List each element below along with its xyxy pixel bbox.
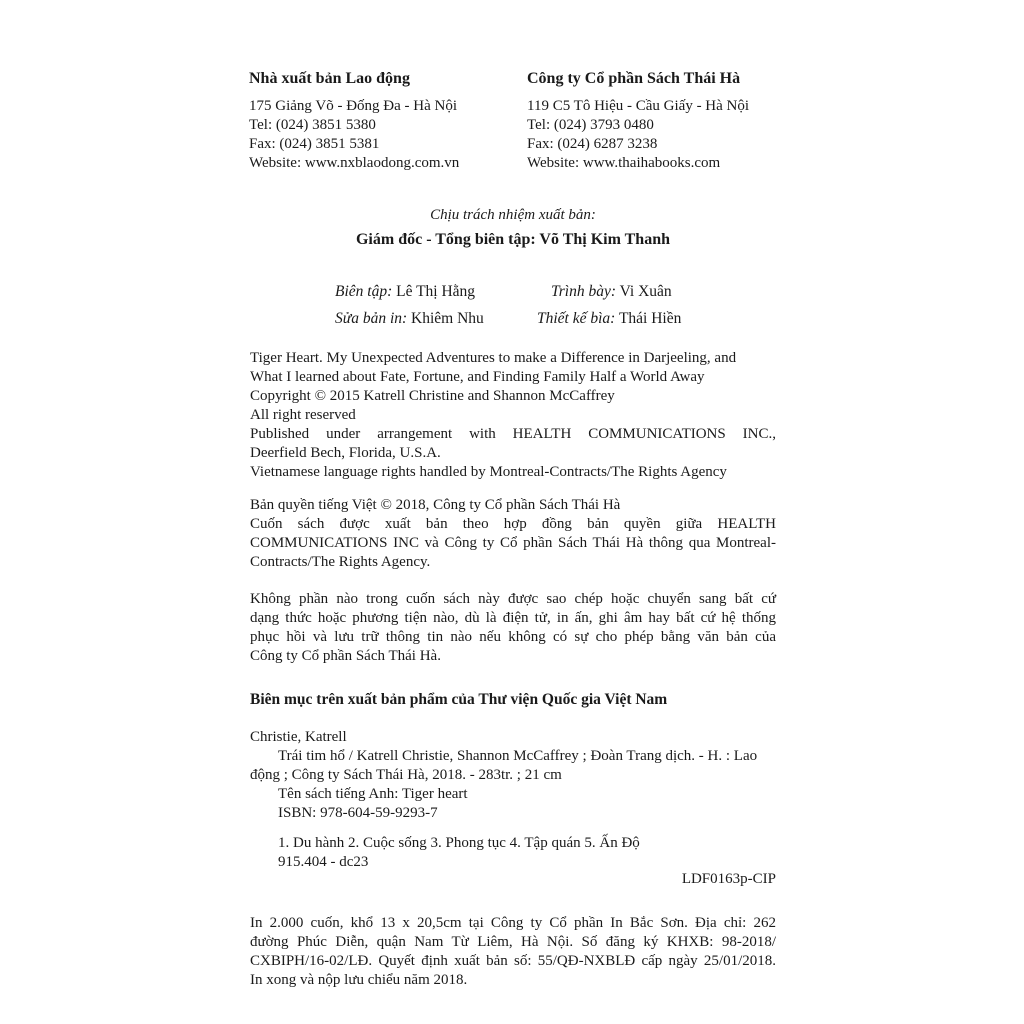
copyright-vi-line: Bản quyền tiếng Việt © 2018, Công ty Cổ phần Sách Thái Hà <box>250 497 621 513</box>
catalog-entry-line: Trái tim hổ / Katrell Christie, Shannon McCaffrey ; Đoàn Trang dịch. - H. : Lao <box>278 748 758 764</box>
staff-credits-right <box>537 278 777 332</box>
copyright-line: Deerfield Bech, Florida, U.S.A. <box>250 445 441 461</box>
rights-line: dạng thức hoặc phương tiện nào, dù là điện tử, in ấn, ghi âm hay bất cứ hệ thống <box>250 610 776 626</box>
layout-label: Trình bày: <box>551 283 617 300</box>
publisher-address: 175 Giảng Võ - Đống Đa - Hà Nội <box>249 98 458 114</box>
layout-credit <box>537 278 777 305</box>
proof-credit <box>335 305 535 332</box>
editor-credit <box>335 278 535 305</box>
catalog-subjects <box>250 834 776 872</box>
printing-info <box>250 914 776 990</box>
proof-label: Sửa bản in: <box>335 310 408 327</box>
printing-line: đường Phúc Diễn, quận Nam Từ Liêm, Hà Nội. Số đăng ký KHXB: 98-2018/ <box>250 934 776 950</box>
publisher-website: Website: www.nxblaodong.com.vn <box>249 155 460 171</box>
copyright-line: Published under arrangement with HEALTH COMMUNICATIONS INC., <box>250 426 776 442</box>
printing-line: CXBIPH/16-02/LĐ. Quyết định xuất bản số: 55/QĐ-NXBLĐ cấp ngày 25/01/2018. <box>250 953 776 969</box>
copyright-line: Tiger Heart. My Unexpected Adventures to make a Difference in Darjeeling, and <box>250 350 737 366</box>
layout-name: Vi Xuân <box>619 283 672 300</box>
publisher-tel: Tel: (024) 3851 5380 <box>249 117 376 133</box>
company-name: Công ty Cổ phần Sách Thái Hà <box>527 70 741 87</box>
printing-line: In 2.000 cuốn, khổ 13 x 20,5cm tại Công ty Cổ phần In Bắc Sơn. Địa chỉ: 262 <box>250 915 776 931</box>
publishing-responsibility <box>250 206 776 249</box>
company-address: 119 C5 Tô Hiệu - Cầu Giấy - Hà Nội <box>527 98 750 114</box>
rights-line: phục hồi và lưu trữ thông tin nào nếu không có sự cho phép bằng văn bản của <box>250 629 776 645</box>
editor-name: Lê Thị Hằng <box>396 283 476 300</box>
cover-label: Thiết kế bìa: <box>537 310 616 327</box>
catalog-author: Christie, Katrell <box>250 729 347 745</box>
publisher-fax: Fax: (024) 3851 5381 <box>249 136 380 152</box>
printing-line: In xong và nộp lưu chiểu năm 2018. <box>250 972 468 988</box>
copyright-line: What I learned about Fate, Fortune, and Finding Family Half a World Away <box>250 369 705 385</box>
company-fax: Fax: (024) 6287 3238 <box>527 136 658 152</box>
rights-notice <box>250 590 776 666</box>
staff-credits-left <box>335 278 535 332</box>
publisher-name: Nhà xuất bản Lao động <box>249 70 410 87</box>
copyright-english <box>250 349 776 482</box>
catalog-entry-line: động ; Công ty Sách Thái Hà, 2018. - 283tr. ; 21 cm <box>250 767 562 783</box>
catalog-subject-list: 1. Du hành 2. Cuộc sống 3. Phong tục 4. Tập quán 5. Ấn Độ <box>278 835 640 851</box>
cover-credit <box>537 305 777 332</box>
publisher-info <box>249 69 499 173</box>
company-website: Website: www.thaihabooks.com <box>527 155 721 171</box>
rights-line: Không phần nào trong cuốn sách này được sao chép hoặc chuyển sang bất cứ <box>250 591 776 607</box>
copyright-vietnamese <box>250 496 776 572</box>
catalog-title: Biên mục trên xuất bản phẩm của Thư viện Quốc gia Việt Nam <box>250 691 668 708</box>
catalog-cip: LDF0163p-CIP <box>681 871 776 887</box>
rights-line: Công ty Cổ phần Sách Thái Hà. <box>250 648 441 664</box>
editor-label: Biên tập: <box>335 283 393 300</box>
copyright-vi-line: Cuốn sách được xuất bản theo hợp đồng bản quyền giữa HEALTH <box>250 516 776 532</box>
catalog-classification: 915.404 - dc23 <box>278 854 369 870</box>
director-line: Giám đốc - Tổng biên tập: Võ Thị Kim Thanh <box>355 231 670 248</box>
catalog-original-title: Tên sách tiếng Anh: Tiger heart <box>278 786 468 802</box>
company-tel: Tel: (024) 3793 0480 <box>527 117 654 133</box>
company-info <box>527 69 787 173</box>
copyright-line: Vietnamese language rights handled by Montreal-Contracts/The Rights Agency <box>250 464 727 480</box>
catalog-entry <box>250 728 776 823</box>
cover-name: Thái Hiền <box>618 310 682 327</box>
proof-name: Khiêm Nhu <box>411 310 484 327</box>
copyright-line: Copyright © 2015 Katrell Christine and Shannon McCaffrey <box>250 388 615 404</box>
copyright-vi-line: Contracts/The Rights Agency. <box>250 554 431 570</box>
catalog-isbn: ISBN: 978-604-59-9293-7 <box>278 805 438 821</box>
copyright-line: All right reserved <box>250 407 356 423</box>
copyright-vi-line: COMMUNICATIONS INC và Công ty Cổ phần Sách Thái Hà thông qua Montreal- <box>250 535 776 551</box>
responsibility-label: Chịu trách nhiệm xuất bản: <box>430 207 596 223</box>
